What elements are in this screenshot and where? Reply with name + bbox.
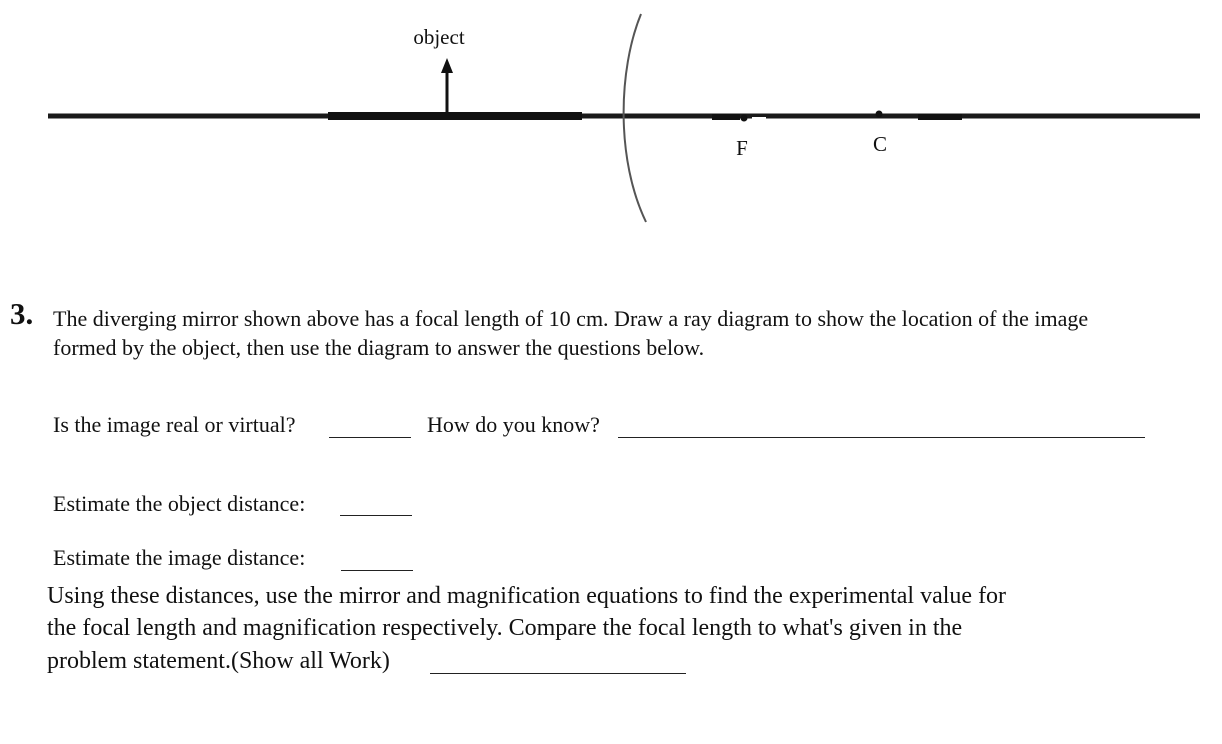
question-text-line-1: The diverging mirror shown above has a focal length of 10 cm. Draw a ray diagram to show the location of the image xyxy=(53,306,1089,331)
real-or-virtual-prompt: Is the image real or virtual? xyxy=(53,412,296,437)
how-do-you-know-answer-blank[interactable] xyxy=(618,437,1145,438)
instructions-line-1: Using these distances, use the mirror and magnification equations to find the experimental value for xyxy=(47,583,1007,609)
focal-point-label: F xyxy=(736,136,748,160)
image-distance-answer-blank[interactable] xyxy=(341,570,413,571)
object-distance-answer-blank[interactable] xyxy=(340,515,412,516)
center-of-curvature-dot xyxy=(876,111,883,118)
show-work-answer-blank[interactable] xyxy=(430,673,686,674)
object-distance-prompt: Estimate the object distance: xyxy=(53,491,306,516)
question-number: 3. xyxy=(10,296,34,331)
ray-diagram xyxy=(0,0,1222,240)
center-of-curvature-label: C xyxy=(872,132,888,156)
object-arrow-head xyxy=(441,58,453,73)
how-do-you-know-prompt: How do you know? xyxy=(427,412,600,437)
real-or-virtual-answer-blank[interactable] xyxy=(329,437,411,438)
instructions-line-2: the focal length and magnification respectively. Compare the focal length to what's given in the xyxy=(47,615,963,641)
image-distance-prompt: Estimate the image distance: xyxy=(53,545,306,570)
instructions-line-3: problem statement.(Show all Work) xyxy=(47,648,390,674)
focal-point-dot xyxy=(741,115,748,122)
object-label: object xyxy=(413,25,465,49)
question-text-line-2: formed by the object, then use the diagram to answer the questions below. xyxy=(53,335,705,360)
